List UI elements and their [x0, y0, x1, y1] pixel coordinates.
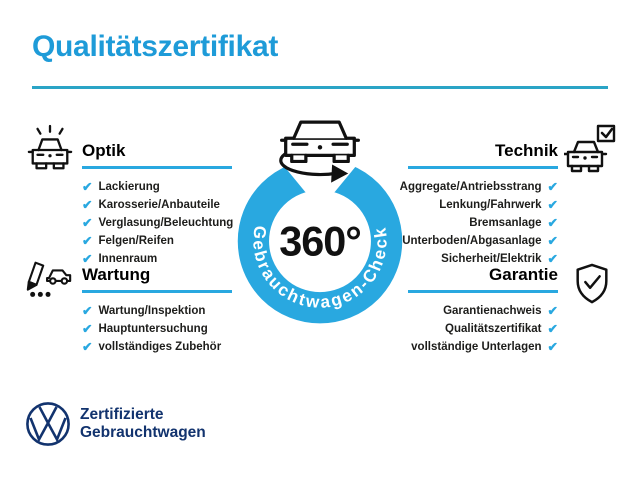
optik-heading-rule — [82, 166, 232, 169]
item-label: Wartung/Inspektion — [98, 304, 206, 317]
check-icon: ✔ — [82, 321, 93, 336]
360-check-badge — [219, 112, 421, 334]
item-label: Aggregate/Antriebsstrang — [399, 180, 542, 193]
item-label: Unterboden/Abgasanlage — [402, 234, 542, 247]
garantie-heading: Garantie — [489, 265, 558, 284]
item-label: Lenkung/Fahrwerk — [439, 198, 542, 211]
sparkling-car-icon — [26, 122, 74, 178]
optik-heading: Optik — [82, 141, 126, 160]
item-label: Bremsanlage — [469, 216, 542, 229]
car-rotation-icon — [282, 122, 359, 161]
check-icon: ✔ — [82, 251, 93, 266]
brand-line2: Gebrauchtwagen — [80, 424, 206, 441]
brand-line1: Zertifizierte — [80, 406, 164, 423]
list-item — [380, 338, 558, 356]
pencil-car-checklist-icon — [24, 260, 74, 300]
ring-label: Gebrauchtwagen-Check — [248, 224, 391, 313]
check-icon: ✔ — [82, 197, 93, 212]
check-icon: ✔ — [547, 215, 558, 230]
check-icon: ✔ — [82, 215, 93, 230]
item-label: Lackierung — [98, 180, 160, 193]
car-checkbox-icon — [564, 124, 616, 174]
item-label: Felgen/Reifen — [98, 234, 174, 247]
list-item — [82, 338, 260, 356]
item-label: Qualitätszertifikat — [445, 322, 542, 335]
degree-label: 360° — [279, 218, 361, 265]
page-title: Qualitätszertifikat — [32, 30, 279, 63]
item-label: Karosserie/Anbauteile — [98, 198, 220, 211]
check-icon: ✔ — [547, 339, 558, 354]
check-icon: ✔ — [547, 179, 558, 194]
wartung-heading: Wartung — [82, 265, 151, 284]
vw-logo-icon — [25, 401, 71, 447]
item-label: Garantienachweis — [443, 304, 542, 317]
wartung-heading-rule — [82, 290, 232, 293]
item-label: Sicherheit/Elektrik — [441, 252, 542, 265]
technik-heading: Technik — [495, 141, 558, 160]
check-icon: ✔ — [547, 197, 558, 212]
shield-check-icon — [571, 261, 613, 307]
garantie-heading-rule — [408, 290, 558, 293]
check-icon: ✔ — [547, 251, 558, 266]
item-label: Hauptuntersuchung — [98, 322, 208, 335]
check-icon: ✔ — [82, 233, 93, 248]
check-icon: ✔ — [82, 179, 93, 194]
item-label: vollständige Unterlagen — [411, 340, 542, 353]
header-divider — [32, 86, 608, 89]
check-icon: ✔ — [82, 303, 93, 318]
technik-heading-rule — [408, 166, 558, 169]
check-icon: ✔ — [547, 321, 558, 336]
item-label: Innenraum — [98, 252, 158, 265]
item-label: Verglasung/Beleuchtung — [98, 216, 234, 229]
item-label: vollständiges Zubehör — [98, 340, 222, 353]
check-icon: ✔ — [547, 233, 558, 248]
check-icon: ✔ — [82, 339, 93, 354]
brand-name — [80, 406, 206, 442]
check-icon: ✔ — [547, 303, 558, 318]
